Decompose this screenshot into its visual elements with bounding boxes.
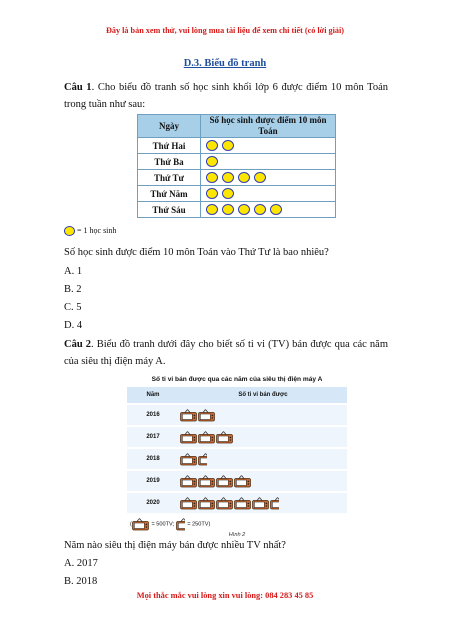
tv-icon xyxy=(198,431,215,444)
tv-cell xyxy=(179,448,347,470)
q2-option-a: A. 2017 xyxy=(64,558,98,569)
tv-icon xyxy=(180,409,197,422)
table-row: 2017 xyxy=(127,426,347,448)
student-dot-icon xyxy=(222,172,234,183)
student-dot-icon xyxy=(222,188,234,199)
question-2-label: Câu 2 xyxy=(64,339,91,350)
student-dot-icon xyxy=(254,204,266,215)
question-2-prompt: Năm nào siêu thị điện máy bán được nhiều TV nhất? xyxy=(64,540,286,551)
figure-title: Số ti vi bán được qua các năm của siêu thị điện máy A xyxy=(151,376,323,383)
tv-icon xyxy=(234,475,251,488)
tv-icon xyxy=(180,497,197,510)
tv-legend: ( = 500TV; = 250TV) xyxy=(127,518,347,531)
q1-option-d: D. 4 xyxy=(64,320,83,331)
table-row: Thứ Năm xyxy=(138,186,336,202)
tv-sales-figure xyxy=(127,375,347,538)
student-dot-icon xyxy=(64,226,75,236)
students-picture-table xyxy=(137,114,336,218)
student-dot-icon xyxy=(206,188,218,199)
student-dot-icon xyxy=(254,172,266,183)
dot-cell xyxy=(201,202,336,218)
tv-icon xyxy=(180,453,197,466)
student-dot-icon xyxy=(270,204,282,215)
col-year-header: Năm xyxy=(127,387,179,404)
q1-option-a: A. 1 xyxy=(64,266,83,277)
tv-icon xyxy=(198,475,215,488)
tv-cell xyxy=(179,426,347,448)
dot-cell xyxy=(201,138,336,154)
col-sold-header: Số ti vi bán được xyxy=(179,387,347,404)
tv-full-legend-icon xyxy=(132,522,150,528)
q1-option-c: C. 5 xyxy=(64,302,82,313)
dot-cell xyxy=(201,170,336,186)
table-row: 2020 xyxy=(127,492,347,514)
tv-icon xyxy=(234,497,251,510)
student-dot-icon xyxy=(238,204,250,215)
col-day-header: Ngày xyxy=(138,115,201,138)
preview-banner: Đây là bản xem thử, vui lòng mua tài liệu để xem chi tiết (có lời giải) xyxy=(105,26,344,35)
tv-icon xyxy=(180,431,197,444)
table-row: 2019 xyxy=(127,470,347,492)
question-2-text: Câu 2. Biểu đồ tranh dưới đây cho biết số ti vi (TV) bán được qua các năm của siêu thị điện máy A. xyxy=(64,339,388,367)
tv-icon xyxy=(216,431,233,444)
tv-icon xyxy=(198,409,215,422)
tv-icon xyxy=(216,475,233,488)
table-row: Thứ Hai xyxy=(138,138,336,154)
tv-icon xyxy=(252,497,269,510)
student-dot-icon xyxy=(206,172,218,183)
student-legend: = 1 học sinh xyxy=(64,226,116,236)
table-row: 2016 xyxy=(127,404,347,426)
tv-icon xyxy=(198,497,215,510)
question-1-prompt: Số học sinh được điểm 10 môn Toán vào Thứ Tư là bao nhiêu? xyxy=(64,247,329,258)
student-dot-icon xyxy=(206,156,218,167)
dot-cell xyxy=(201,154,336,170)
student-dot-icon xyxy=(206,140,218,151)
student-dot-icon xyxy=(238,172,250,183)
question-1-text: Câu 1. Cho biểu đồ tranh số học sinh khối lớp 6 được điểm 10 môn Toán trong tuần như sau: xyxy=(64,82,388,110)
dot-cell xyxy=(201,186,336,202)
col-count-header: Số học sinh được điểm 10 môn Toán xyxy=(201,115,336,138)
table-row: Thứ Tư xyxy=(138,170,336,186)
tv-picture-table xyxy=(127,387,347,515)
tv-icon xyxy=(180,475,197,488)
tv-half-legend-icon xyxy=(176,522,186,528)
tv-icon xyxy=(132,518,149,531)
tv-cell xyxy=(179,404,347,426)
table-row: 2018 xyxy=(127,448,347,470)
contact-footer: Mọi thắc mắc vui lòng xin vui lòng: 084 283 45 85 xyxy=(136,591,314,600)
section-heading: D.3. Biểu đồ tranh xyxy=(183,58,267,69)
q1-option-b: B. 2 xyxy=(64,284,82,295)
tv-cell xyxy=(179,492,347,514)
student-dot-icon xyxy=(222,140,234,151)
question-1-label: Câu 1 xyxy=(64,82,92,93)
tv-half-icon xyxy=(198,453,207,466)
student-dot-icon xyxy=(206,204,218,215)
figure-caption: Hình 2 xyxy=(228,532,246,538)
tv-half-icon xyxy=(270,497,279,510)
table-row: Thứ Sáu xyxy=(138,202,336,218)
tv-cell xyxy=(179,470,347,492)
tv-icon xyxy=(216,497,233,510)
table-row: Thứ Ba xyxy=(138,154,336,170)
q2-option-b: B. 2018 xyxy=(64,576,98,587)
tv-half-icon xyxy=(176,518,185,531)
student-dot-icon xyxy=(222,204,234,215)
